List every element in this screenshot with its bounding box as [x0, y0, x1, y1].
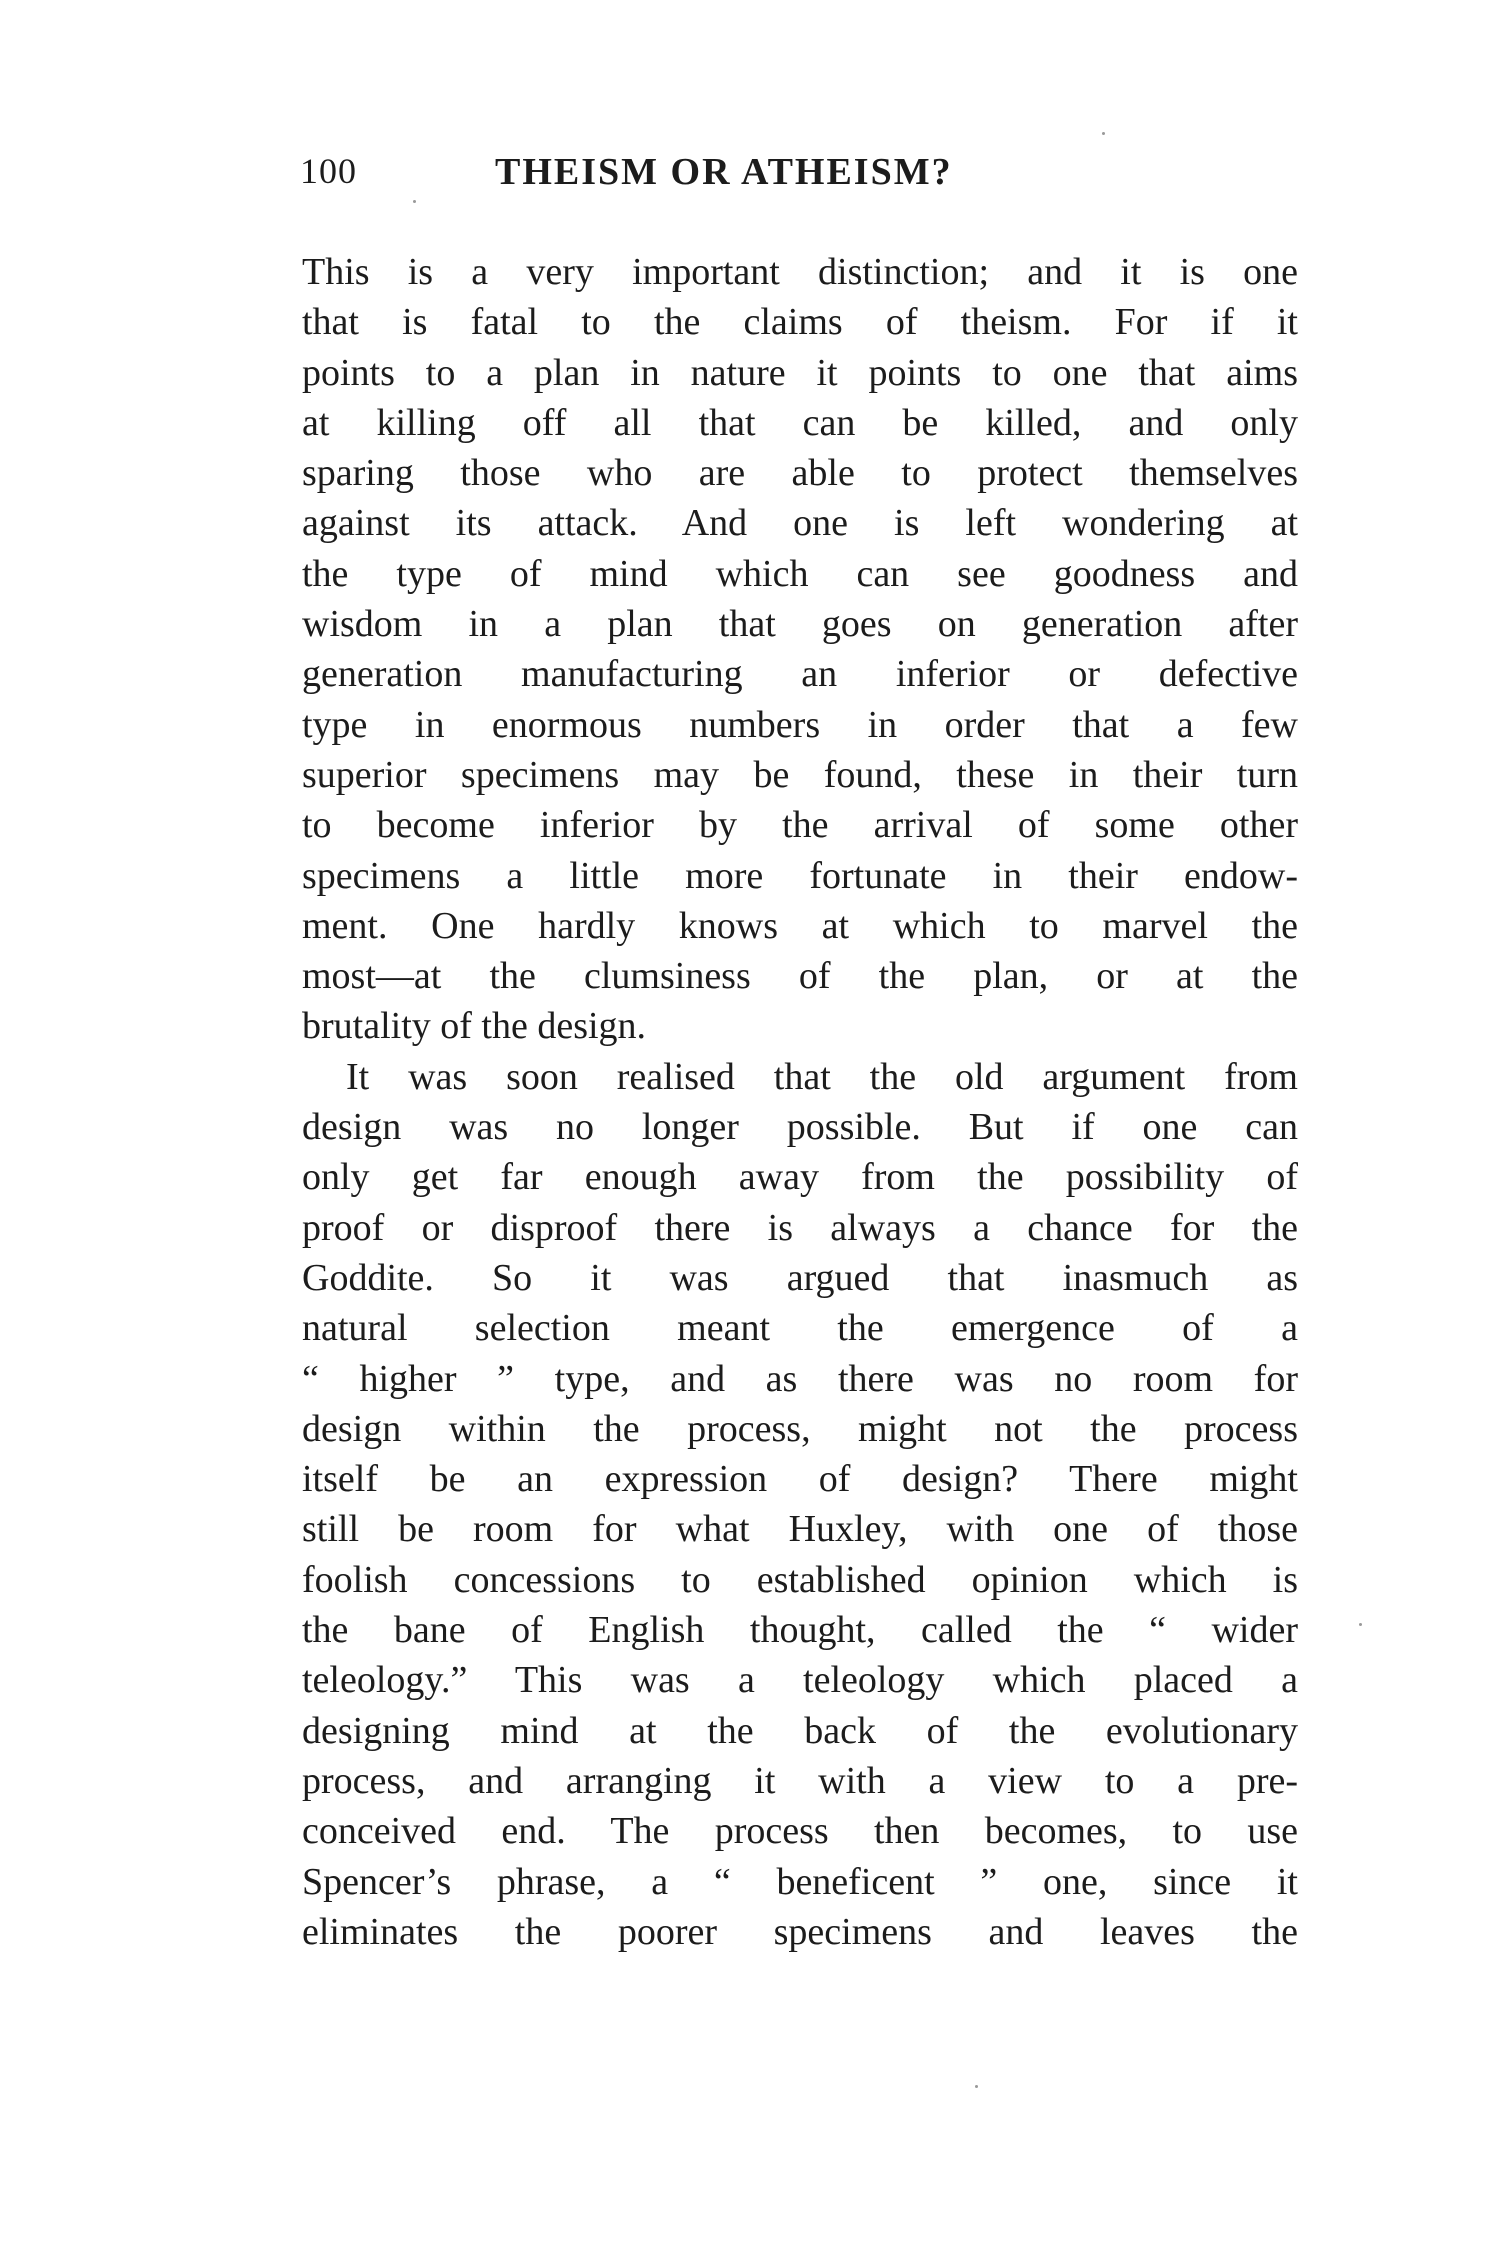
text-line: process, and arranging it with a view to a pre-	[302, 1759, 1298, 1802]
text-line: that is fatal to the claims of theism. For if it	[302, 301, 1298, 344]
text-line: wisdom in a plan that goes on generation after	[302, 603, 1298, 646]
running-title: THEISM OR ATHEISM?	[495, 151, 953, 193]
text-line: ment. One hardly knows at which to marvel the	[302, 904, 1298, 947]
body-text	[302, 247, 1298, 1957]
paragraph	[302, 1052, 1298, 1957]
text-line: only get far enough away from the possibility of	[302, 1156, 1298, 1199]
text-line: the type of mind which can see goodness and	[302, 552, 1298, 595]
text-line: at killing off all that can be killed, and only	[302, 401, 1298, 444]
scan-speck	[975, 2085, 978, 2088]
scan-speck	[1359, 1623, 1362, 1626]
text-line: design within the process, might not the process	[302, 1407, 1298, 1450]
text-line: It was soon realised that the old argument from	[346, 1055, 1298, 1098]
text-line: This is a very important distinction; and it is one	[302, 251, 1298, 293]
text-line: generation manufacturing an inferior or defective	[302, 653, 1298, 696]
text-line: natural selection meant the emergence of a	[302, 1307, 1298, 1350]
text-line: Goddite. So it was argued that inasmuch as	[302, 1256, 1298, 1299]
text-line: still be room for what Huxley, with one of those	[302, 1508, 1298, 1551]
text-line: specimens a little more fortunate in their endow-	[302, 854, 1298, 897]
paragraph	[302, 247, 1298, 1052]
text-line: foolish concessions to established opinion which is	[302, 1558, 1298, 1601]
text-line: teleology.” This was a teleology which placed a	[302, 1659, 1298, 1702]
running-head	[300, 150, 1300, 210]
text-line: eliminates the poorer specimens and leaves the	[302, 1910, 1298, 1953]
text-line: conceived end. The process then becomes, to use	[302, 1810, 1298, 1853]
text-line: the bane of English thought, called the “ wider	[302, 1609, 1298, 1652]
text-line: most—at the clumsiness of the plan, or at the	[302, 955, 1298, 998]
text-line: to become inferior by the arrival of some other	[302, 804, 1298, 847]
text-line: against its attack. And one is left wondering at	[302, 502, 1298, 545]
scan-speck	[1102, 132, 1105, 135]
text-line: brutality of the design.	[302, 1005, 647, 1048]
text-line: points to a plan in nature it points to one that aims	[302, 351, 1298, 394]
scan-speck	[413, 200, 416, 203]
text-line: Spencer’s phrase, a “ beneficent ” one, since it	[302, 1860, 1298, 1903]
text-line: designing mind at the back of the evolutionary	[302, 1709, 1298, 1752]
text-line: type in enormous numbers in order that a few	[302, 703, 1298, 746]
page-number: 100	[300, 151, 357, 191]
text-line: itself be an expression of design? There might	[302, 1458, 1298, 1501]
text-line: sparing those who are able to protect themselves	[302, 452, 1298, 495]
text-line: “ higher ” type, and as there was no room for	[302, 1357, 1298, 1400]
text-line: superior specimens may be found, these in their turn	[302, 753, 1298, 796]
text-line: proof or disproof there is always a chance for the	[302, 1206, 1298, 1249]
text-line: design was no longer possible. But if one can	[302, 1106, 1298, 1149]
